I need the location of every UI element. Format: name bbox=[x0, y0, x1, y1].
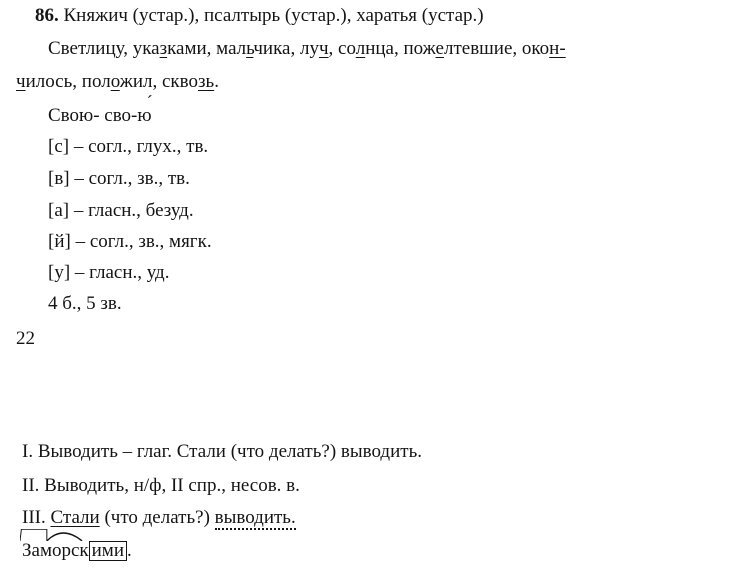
stress-mark: ´ bbox=[146, 92, 153, 112]
exercise-86-heading bbox=[35, 4, 484, 28]
text-fragment: илось, пол bbox=[25, 71, 111, 92]
subject-word: Стали bbox=[50, 507, 100, 528]
text-fragment: нца, пож bbox=[365, 38, 436, 59]
text-fragment: . bbox=[214, 71, 219, 92]
underlined-letter: о bbox=[110, 71, 120, 92]
root-part-text: Заморск bbox=[22, 540, 89, 561]
text-fragment: , со bbox=[328, 38, 356, 59]
sound-line: [в] – согл., зв., тв. bbox=[48, 168, 190, 189]
underlined-letter: з bbox=[159, 38, 168, 59]
text-fragment: ками, мал bbox=[167, 38, 247, 59]
underlined-letter: н- bbox=[549, 38, 566, 59]
exercise-line-1: Княжич (устар.), псалтырь (устар.), харатья (устар.) bbox=[63, 5, 484, 26]
underlined-letter: зь bbox=[198, 71, 215, 92]
parse-line-1: I. Выводить – глаг. Стали (что делать?) выводить. bbox=[22, 441, 422, 462]
sound-line: [у] – гласн., уд. bbox=[48, 262, 170, 283]
root-arc-icon bbox=[20, 529, 91, 541]
exercise-number: 86. bbox=[35, 5, 59, 26]
morph-parse bbox=[22, 539, 132, 563]
text-fragment: III. bbox=[22, 507, 51, 528]
underlined-letter: ч bbox=[318, 38, 329, 59]
parse-line-3 bbox=[22, 506, 296, 530]
sound-line: [а] – гласн., безуд. bbox=[48, 200, 194, 221]
phonetic-word-label: Свою- сво-ю bbox=[48, 105, 152, 126]
page-number: 22 bbox=[16, 328, 35, 349]
text-fragment: жил, скво bbox=[119, 71, 199, 92]
phonetic-word-text bbox=[48, 92, 153, 128]
text-fragment: Светлицу, ука bbox=[48, 38, 160, 59]
sound-line: [с] – согл., глух., тв. bbox=[48, 136, 209, 157]
underlined-letter: е bbox=[435, 38, 444, 59]
word-root-part bbox=[22, 539, 89, 563]
exercise-line-2 bbox=[48, 37, 566, 61]
text-fragment: (что делать?) bbox=[99, 507, 215, 528]
text-fragment: чика, лу bbox=[253, 38, 319, 59]
text-fragment: . bbox=[127, 540, 132, 561]
word-ending-box: ими bbox=[89, 541, 127, 561]
letters-sounds-summary: 4 б., 5 зв. bbox=[48, 293, 122, 314]
phonetic-word bbox=[48, 92, 153, 128]
sound-line: [й] – согл., зв., мягк. bbox=[48, 231, 212, 252]
underlined-letter: ь bbox=[246, 38, 254, 59]
underlined-letter: л bbox=[355, 38, 366, 59]
underlined-letter: ч bbox=[16, 71, 26, 92]
predicate-word: выводить. bbox=[214, 507, 296, 528]
parse-line-2: II. Выводить, н/ф, II спр., несов. в. bbox=[22, 475, 300, 496]
exercise-line-3 bbox=[16, 70, 219, 94]
text-fragment: лтевшие, око bbox=[443, 38, 550, 59]
